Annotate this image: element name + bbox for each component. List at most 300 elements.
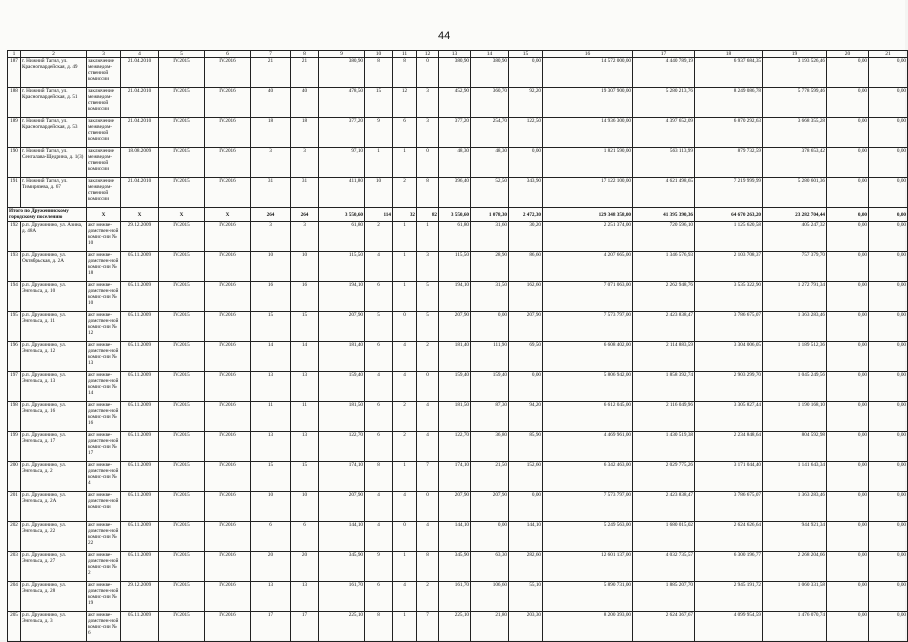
table-row — [8, 118, 908, 148]
cell-c16: 7 071 063,00 — [543, 282, 633, 312]
cell-c8: 10 — [291, 492, 319, 522]
cell-c17: 2 114 883,59 — [633, 342, 695, 372]
cell-c17: 2 116 049,96 — [633, 402, 695, 432]
cell-date: 21.04.2010 — [121, 118, 159, 148]
cell-c18: 3 305 827,44 — [695, 402, 763, 432]
cell-c10: 6 — [365, 342, 393, 372]
table-row — [8, 582, 908, 612]
cell-c21: 0,00 — [869, 492, 908, 522]
cell-addr: р.п. Дружинино, ул. Октябрьская, д. 2А — [21, 252, 87, 282]
cell-c10: 6 — [365, 282, 393, 312]
cell-date: 21.04.2010 — [121, 178, 159, 208]
total-cell-c17: 41 395 390,36 — [633, 208, 695, 222]
cell-c14: 360,70 — [471, 88, 509, 118]
cell-c12: 2 — [417, 582, 439, 612]
cell-c11: 12 — [393, 88, 417, 118]
cell-doc: акт межве-домствен-ной комис-сии № 2 — [87, 552, 121, 582]
cell-c7: 3 — [251, 148, 291, 178]
cell-c20: 0,00 — [827, 342, 869, 372]
cell-date: 05.11.2009 — [121, 402, 159, 432]
cell-addr: р.п. Дружинино, ул. Энгельса, д. 2А — [21, 492, 87, 522]
cell-c11: 0 — [393, 522, 417, 552]
cell-c21: 0,00 — [869, 148, 908, 178]
total-cell-c16: 129 348 358,00 — [543, 208, 633, 222]
cell-c15: 0,00 — [509, 492, 543, 522]
total-cell-c11: 32 — [393, 208, 417, 222]
cell-c16: 4 469 961,00 — [543, 432, 633, 462]
cell-q2: IV.2016 — [205, 462, 251, 492]
cell-c8: 13 — [291, 432, 319, 462]
cell-c9: 174,10 — [319, 462, 365, 492]
cell-c7: 6 — [251, 522, 291, 552]
cell-date: 21.04.2010 — [121, 58, 159, 88]
cell-c16: 7 573 797,00 — [543, 492, 633, 522]
cell-num: 193 — [8, 252, 21, 282]
table-row — [8, 88, 908, 118]
cell-date: 29.12.2009 — [121, 222, 159, 252]
cell-c10: 8 — [365, 58, 393, 88]
cell-q1: IV.2015 — [159, 58, 205, 88]
cell-c17: 1 885 207,70 — [633, 582, 695, 612]
cell-c9: 115,50 — [319, 252, 365, 282]
cell-num: 195 — [8, 312, 21, 342]
table-row — [8, 222, 908, 252]
cell-c12: 1 — [417, 222, 439, 252]
cell-num: 187 — [8, 58, 21, 88]
cell-q2: IV.2016 — [205, 118, 251, 148]
cell-c20: 0,00 — [827, 148, 869, 178]
total-cell-c13: 3 550,60 — [439, 208, 471, 222]
cell-c10: 6 — [365, 582, 393, 612]
cell-c18: 1 125 620,58 — [695, 222, 763, 252]
cell-c19: 3 668 355,28 — [763, 118, 827, 148]
cell-c15: 94,20 — [509, 402, 543, 432]
cell-c11: 1 — [393, 222, 417, 252]
cell-c10: 2 — [365, 222, 393, 252]
cell-doc: акт межве-домствен-ной комис-сии № 17 — [87, 432, 121, 462]
cell-c16: 17 122 100,00 — [543, 178, 633, 208]
cell-c10: 4 — [365, 372, 393, 402]
cell-c18: 8 249 086,78 — [695, 88, 763, 118]
cell-c15: 203,30 — [509, 612, 543, 642]
cell-c21: 0,00 — [869, 282, 908, 312]
cell-c8: 18 — [291, 118, 319, 148]
cell-c13: 61,80 — [439, 222, 471, 252]
cell-addr: р.п. Дружинино, ул. Энгельса, д. 10 — [21, 282, 87, 312]
cell-c12: 3 — [417, 252, 439, 282]
column-number: 20 — [827, 51, 869, 58]
cell-q1: IV.2015 — [159, 432, 205, 462]
cell-c20: 0,00 — [827, 282, 869, 312]
cell-c7: 13 — [251, 432, 291, 462]
cell-c21: 0,00 — [869, 58, 908, 88]
cell-c11: 1 — [393, 612, 417, 642]
cell-num: 196 — [8, 342, 21, 372]
cell-date: 05.11.2009 — [121, 252, 159, 282]
table-row — [8, 372, 908, 402]
cell-c10: 10 — [365, 178, 393, 208]
cell-c16: 8 200 393,00 — [543, 612, 633, 642]
cell-c9: 61,80 — [319, 222, 365, 252]
cell-c7: 3 — [251, 222, 291, 252]
cell-c7: 10 — [251, 252, 291, 282]
cell-q2: IV.2016 — [205, 492, 251, 522]
cell-c15: 85,90 — [509, 432, 543, 462]
cell-c20: 0,00 — [827, 222, 869, 252]
cell-c13: 174,10 — [439, 462, 471, 492]
cell-c18: 2 234 848,64 — [695, 432, 763, 462]
cell-c11: 4 — [393, 342, 417, 372]
cell-c13: 48,30 — [439, 148, 471, 178]
cell-c15: 55,10 — [509, 582, 543, 612]
cell-q1: IV.2015 — [159, 552, 205, 582]
cell-c18: 3 171 044,40 — [695, 462, 763, 492]
cell-num: 199 — [8, 432, 21, 462]
cell-c7: 18 — [251, 118, 291, 148]
cell-doc: акт межве-домствен-ной комис-сии № 10 — [87, 282, 121, 312]
cell-c18: 879 732,59 — [695, 148, 763, 178]
column-number: 2 — [21, 51, 87, 58]
cell-doc: акт межве-домствен-ной комис-сии № 22 — [87, 522, 121, 552]
cell-c9: 207,90 — [319, 312, 365, 342]
total-label: Итого по Друженинскому городскому поселению — [8, 208, 87, 222]
cell-c16: 19 307 900,00 — [543, 88, 633, 118]
cell-q1: IV.2015 — [159, 178, 205, 208]
cell-c12: 0 — [417, 58, 439, 88]
cell-q1: IV.2015 — [159, 462, 205, 492]
cell-c7: 11 — [251, 402, 291, 432]
cell-c14: 111,90 — [471, 342, 509, 372]
cell-num: 197 — [8, 372, 21, 402]
total-cell-c14: 1 078,30 — [471, 208, 509, 222]
cell-num: 192 — [8, 222, 21, 252]
cell-c19: 1 190 168,10 — [763, 402, 827, 432]
cell-addr: р.п. Дружинино, ул. Энгельса, д. 3 — [21, 612, 87, 642]
cell-c9: 159,40 — [319, 372, 365, 402]
cell-c12: 7 — [417, 462, 439, 492]
cell-c21: 0,00 — [869, 402, 908, 432]
cell-c13: 207,90 — [439, 492, 471, 522]
column-number: 6 — [205, 51, 251, 58]
cell-q1: IV.2015 — [159, 282, 205, 312]
cell-c20: 0,00 — [827, 582, 869, 612]
cell-q2: IV.2016 — [205, 582, 251, 612]
cell-c19: 1 045 249,56 — [763, 372, 827, 402]
cell-c14: 21,50 — [471, 462, 509, 492]
cell-c16: 12 601 137,00 — [543, 552, 633, 582]
cell-q2: IV.2016 — [205, 222, 251, 252]
cell-c12: 7 — [417, 612, 439, 642]
cell-num: 205 — [8, 612, 21, 642]
cell-c14: 106,60 — [471, 582, 509, 612]
cell-c17: 1 858 392,74 — [633, 372, 695, 402]
cell-q1: IV.2015 — [159, 402, 205, 432]
cell-q2: IV.2016 — [205, 58, 251, 88]
cell-date: 05.11.2009 — [121, 522, 159, 552]
cell-c14: 28,90 — [471, 252, 509, 282]
total-cell-c8: 264 — [291, 208, 319, 222]
cell-c9: 161,70 — [319, 582, 365, 612]
cell-num: 188 — [8, 88, 21, 118]
cell-c11: 2 — [393, 432, 417, 462]
cell-c15: 152,60 — [509, 462, 543, 492]
cell-c19: 1 272 791,34 — [763, 282, 827, 312]
column-number: 18 — [695, 51, 763, 58]
cell-doc: заключение межведом-ственной комиссии — [87, 118, 121, 148]
total-cell-c3: X — [87, 208, 121, 222]
table-row — [8, 58, 908, 88]
column-number: 4 — [121, 51, 159, 58]
cell-doc: заключение межведом-ственной комиссии — [87, 88, 121, 118]
cell-c20: 0,00 — [827, 312, 869, 342]
cell-c9: 411,80 — [319, 178, 365, 208]
cell-c17: 2 423 838,47 — [633, 492, 695, 522]
total-cell-c9: 3 550,60 — [319, 208, 365, 222]
cell-c13: 159,40 — [439, 372, 471, 402]
cell-c8: 13 — [291, 372, 319, 402]
cell-c9: 181,40 — [319, 342, 365, 372]
cell-q2: IV.2016 — [205, 148, 251, 178]
cell-q1: IV.2015 — [159, 492, 205, 522]
cell-c14: 48,30 — [471, 148, 509, 178]
total-cell-c20: 0,00 — [827, 208, 869, 222]
table-row — [8, 178, 908, 208]
housing-register-table — [7, 50, 908, 642]
cell-q2: IV.2016 — [205, 282, 251, 312]
table-row — [8, 252, 908, 282]
cell-c15: 144,10 — [509, 522, 543, 552]
cell-c19: 378 653,42 — [763, 148, 827, 178]
cell-date: 05.11.2009 — [121, 492, 159, 522]
cell-c18: 2 103 708,37 — [695, 252, 763, 282]
cell-q2: IV.2016 — [205, 252, 251, 282]
cell-doc: акт межве-домствен-ной комис-сии № 12 — [87, 312, 121, 342]
cell-q1: IV.2015 — [159, 312, 205, 342]
cell-c7: 31 — [251, 178, 291, 208]
cell-c14: 31,50 — [471, 282, 509, 312]
cell-c19: 804 592,98 — [763, 432, 827, 462]
cell-c20: 0,00 — [827, 462, 869, 492]
cell-addr: г. Нижний Тагил, ул. Сенгалава-Щедрина, д. 1(3) — [21, 148, 87, 178]
cell-c7: 15 — [251, 462, 291, 492]
cell-c10: 8 — [365, 612, 393, 642]
cell-c12: 5 — [417, 282, 439, 312]
cell-doc: акт межве-домствен-ной комис-сии — [87, 492, 121, 522]
cell-doc: заключение межведом-ственной комиссии — [87, 58, 121, 88]
table-row — [8, 402, 908, 432]
cell-num: 198 — [8, 402, 21, 432]
cell-c17: 4 032 735,57 — [633, 552, 695, 582]
cell-addr: р.п. Дружинино, ул. Энгельса, д. 22 — [21, 522, 87, 552]
cell-c14: 0,00 — [471, 522, 509, 552]
cell-c17: 1 430 519,38 — [633, 432, 695, 462]
cell-c18: 2 945 191,72 — [695, 582, 763, 612]
cell-num: 202 — [8, 522, 21, 552]
cell-date: 05.11.2009 — [121, 282, 159, 312]
cell-q1: IV.2015 — [159, 582, 205, 612]
total-cell-c7: 264 — [251, 208, 291, 222]
cell-c10: 15 — [365, 88, 393, 118]
cell-c13: 181,40 — [439, 342, 471, 372]
cell-c17: 4 397 652,09 — [633, 118, 695, 148]
cell-addr: р.п. Дружинино, ул. Энгельса, д. 11 — [21, 312, 87, 342]
cell-c7: 17 — [251, 612, 291, 642]
cell-q1: IV.2015 — [159, 88, 205, 118]
column-number: 5 — [159, 51, 205, 58]
cell-c13: 377,20 — [439, 118, 471, 148]
cell-q1: IV.2015 — [159, 118, 205, 148]
cell-date: 29.12.2009 — [121, 582, 159, 612]
cell-c20: 0,00 — [827, 88, 869, 118]
cell-c8: 15 — [291, 462, 319, 492]
cell-addr: р.п. Дружинино, ул. Энгельса, д. 16 — [21, 402, 87, 432]
cell-doc: заключение межведом-ственной комиссии — [87, 178, 121, 208]
cell-c9: 478,50 — [319, 88, 365, 118]
cell-c8: 3 — [291, 222, 319, 252]
cell-c20: 0,00 — [827, 402, 869, 432]
cell-c16: 5 806 942,00 — [543, 372, 633, 402]
cell-c13: 207,90 — [439, 312, 471, 342]
cell-date: 21.04.2010 — [121, 88, 159, 118]
cell-q2: IV.2016 — [205, 178, 251, 208]
cell-c19: 5 778 599,46 — [763, 88, 827, 118]
total-cell-c15: 2 472,30 — [509, 208, 543, 222]
cell-q2: IV.2016 — [205, 312, 251, 342]
cell-c16: 14 936 300,00 — [543, 118, 633, 148]
cell-c15: 0,00 — [509, 372, 543, 402]
cell-c10: 9 — [365, 552, 393, 582]
cell-c14: 254,70 — [471, 118, 509, 148]
cell-c10: 4 — [365, 522, 393, 552]
cell-c17: 4 440 789,19 — [633, 58, 695, 88]
cell-c7: 16 — [251, 282, 291, 312]
cell-c19: 1 363 283,46 — [763, 492, 827, 522]
cell-doc: акт межве-домствен-ной комис-сии № 6 — [87, 612, 121, 642]
cell-c11: 2 — [393, 178, 417, 208]
cell-c10: 4 — [365, 492, 393, 522]
cell-c11: 6 — [393, 118, 417, 148]
cell-c17: 2 262 948,76 — [633, 282, 695, 312]
cell-c12: 3 — [417, 118, 439, 148]
column-number: 17 — [633, 51, 695, 58]
cell-doc: акт межве-домствен-ной комис-сии № 13 — [87, 342, 121, 372]
cell-c12: 4 — [417, 432, 439, 462]
cell-c17: 1 680 015,02 — [633, 522, 695, 552]
table-row — [8, 462, 908, 492]
cell-c12: 8 — [417, 178, 439, 208]
column-number: 10 — [365, 51, 393, 58]
cell-c14: 0,00 — [471, 312, 509, 342]
cell-c21: 0,00 — [869, 342, 908, 372]
cell-c16: 6 342 463,00 — [543, 462, 633, 492]
cell-c16: 4 207 665,00 — [543, 252, 633, 282]
cell-c7: 13 — [251, 582, 291, 612]
cell-c8: 21 — [291, 58, 319, 88]
cell-c18: 3 786 675,07 — [695, 492, 763, 522]
cell-date: 05.11.2009 — [121, 342, 159, 372]
cell-c8: 20 — [291, 552, 319, 582]
cell-c7: 20 — [251, 552, 291, 582]
cell-c21: 0,00 — [869, 118, 908, 148]
cell-num: 191 — [8, 178, 21, 208]
cell-c13: 122,70 — [439, 432, 471, 462]
cell-c9: 345,90 — [319, 552, 365, 582]
cell-addr: г. Нижний Тагил, ул. Тимирязева, д. 67 — [21, 178, 87, 208]
cell-num: 203 — [8, 552, 21, 582]
cell-c11: 1 — [393, 552, 417, 582]
cell-c15: 343,90 — [509, 178, 543, 208]
cell-c19: 757 379,70 — [763, 252, 827, 282]
cell-c12: 2 — [417, 342, 439, 372]
cell-c8: 15 — [291, 312, 319, 342]
cell-c7: 13 — [251, 372, 291, 402]
cell-addr: р.п. Дружинино, ул. Энгельса, д. 2 — [21, 462, 87, 492]
cell-c18: 6 870 292,63 — [695, 118, 763, 148]
cell-c11: 1 — [393, 462, 417, 492]
cell-c13: 225,10 — [439, 612, 471, 642]
cell-c20: 0,00 — [827, 118, 869, 148]
total-cell-c18: 64 670 263,20 — [695, 208, 763, 222]
cell-c21: 0,00 — [869, 372, 908, 402]
cell-c17: 720 596,10 — [633, 222, 695, 252]
cell-date: 18.08.2009 — [121, 148, 159, 178]
cell-c16: 14 572 000,00 — [543, 58, 633, 88]
column-number: 15 — [509, 51, 543, 58]
cell-c17: 563 113,99 — [633, 148, 695, 178]
cell-q1: IV.2015 — [159, 222, 205, 252]
column-number: 12 — [417, 51, 439, 58]
cell-num: 200 — [8, 462, 21, 492]
cell-c11: 1 — [393, 252, 417, 282]
cell-c15: 86,60 — [509, 252, 543, 282]
cell-c12: 0 — [417, 492, 439, 522]
cell-addr: р.п. Дружинино, ул. Энгельса, д. 17 — [21, 432, 87, 462]
column-number: 19 — [763, 51, 827, 58]
cell-q2: IV.2016 — [205, 552, 251, 582]
cell-c14: 31,60 — [471, 222, 509, 252]
cell-c14: 36,80 — [471, 432, 509, 462]
cell-c10: 9 — [365, 118, 393, 148]
cell-addr: р.п. Дружинино, ул. Азина, д. 48А — [21, 222, 87, 252]
cell-c20: 0,00 — [827, 372, 869, 402]
cell-q2: IV.2016 — [205, 402, 251, 432]
cell-c10: 4 — [365, 252, 393, 282]
cell-doc: заключение межведом-ственной комиссии — [87, 148, 121, 178]
cell-date: 05.11.2009 — [121, 612, 159, 642]
cell-c17: 1 346 576,93 — [633, 252, 695, 282]
column-number: 7 — [251, 51, 291, 58]
cell-c14: 207,90 — [471, 492, 509, 522]
cell-c13: 115,50 — [439, 252, 471, 282]
cell-c7: 10 — [251, 492, 291, 522]
cell-c17: 2 423 838,47 — [633, 312, 695, 342]
cell-q2: IV.2016 — [205, 372, 251, 402]
cell-q1: IV.2015 — [159, 612, 205, 642]
cell-c18: 3 535 322,90 — [695, 282, 763, 312]
cell-c15: 0,00 — [509, 148, 543, 178]
cell-c13: 452,90 — [439, 88, 471, 118]
cell-c18: 3 786 675,07 — [695, 312, 763, 342]
cell-date: 05.11.2009 — [121, 432, 159, 462]
cell-q1: IV.2015 — [159, 372, 205, 402]
cell-c7: 21 — [251, 58, 291, 88]
total-cell-c12: 82 — [417, 208, 439, 222]
cell-c11: 4 — [393, 582, 417, 612]
cell-c9: 225,10 — [319, 612, 365, 642]
cell-c21: 0,00 — [869, 612, 908, 642]
page-number: 44 — [438, 30, 451, 42]
cell-addr: р.п. Дружинино, ул. Энгельса, д. 12 — [21, 342, 87, 372]
